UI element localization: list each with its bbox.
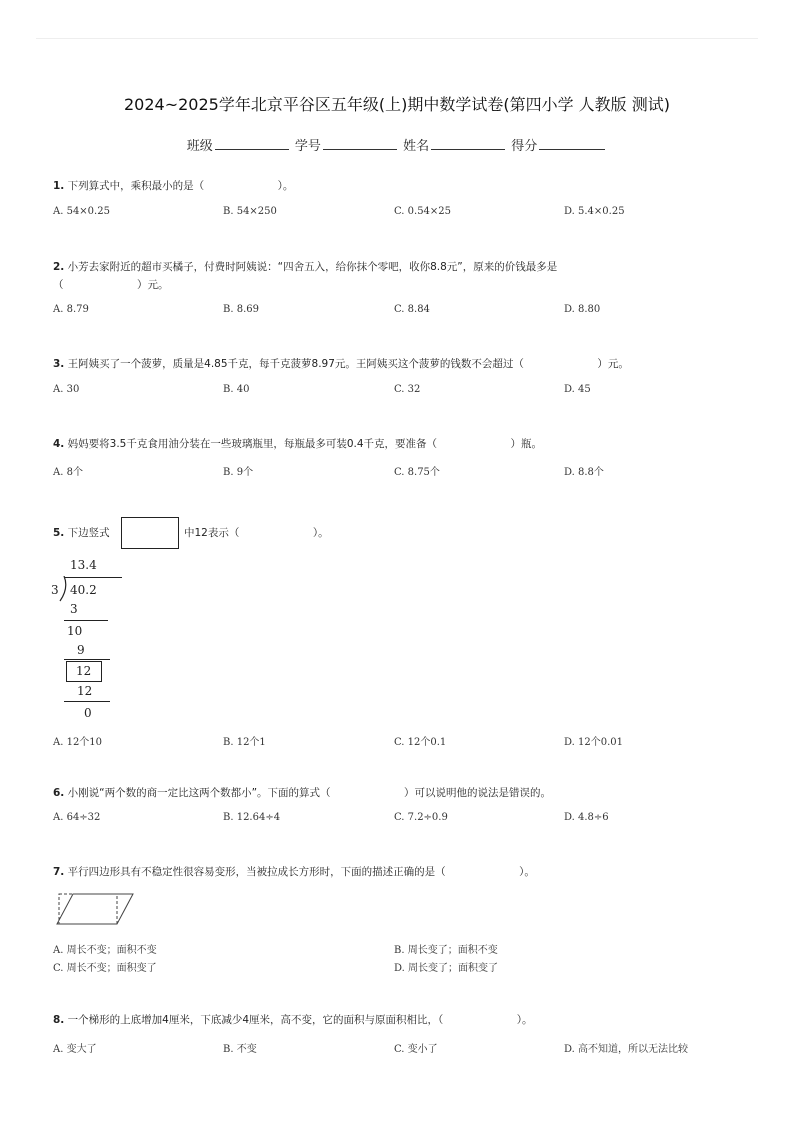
name-blank[interactable] [431,136,505,150]
option-d[interactable]: D. 8.8个 [564,467,604,478]
dashed-rectangle [59,894,117,924]
question-number: 7. [53,866,65,878]
option-c[interactable]: C. 12个0.1 [394,737,447,748]
division-step-highlighted: 12 [76,664,92,678]
option-d[interactable]: D. 4.8÷6 [564,812,609,823]
parallelogram-shape [57,894,133,924]
question-text-a: 下边竖式 [67,527,110,539]
page-title: 2024~2025学年北京平谷区五年级(上)期中数学试卷(第四小学 人教版 测试) [124,95,670,114]
option-c[interactable]: C. 8.84 [394,304,430,315]
option-b[interactable]: B. 40 [223,384,250,395]
question-number: 5. [53,527,65,539]
option-b[interactable]: B. 8.69 [223,304,259,315]
name-label: 姓名 [403,139,430,154]
division-step: 12 [77,684,93,698]
question-6 [53,784,551,803]
question-number: 8. [53,1014,65,1026]
option-d[interactable]: D. 12个0.01 [564,737,624,748]
question-text: 小刚说“两个数的商一定比这两个数都小”。下面的算式（ ）可以说明他的说法是错误的。 [67,787,552,799]
division-divisor: 3 [51,583,59,597]
division-line [64,659,110,660]
option-a[interactable]: A. 30 [53,384,80,395]
option-c[interactable]: C. 8.75个 [394,467,440,478]
question-text: 平行四边形具有不稳定性很容易变形，当被拉成长方形时，下面的描述正确的是（ ）。 [67,866,535,878]
question-number: 1. [53,180,65,192]
option-a[interactable]: A. 8个 [53,467,83,478]
inline-image-box [121,517,179,549]
division-step: 3 [70,602,78,616]
question-3 [53,355,629,374]
option-b[interactable]: B. 周长变了；面积不变 [394,945,498,956]
option-b[interactable]: B. 不变 [223,1044,257,1055]
question-number: 3. [53,358,65,370]
division-line [64,701,110,702]
score-blank[interactable] [539,136,605,150]
division-bracket-top [64,577,122,578]
option-c[interactable]: C. 7.2÷0.9 [394,812,448,823]
question-5-continued [184,524,329,543]
question-1 [53,177,293,196]
option-b[interactable]: B. 12.64÷4 [223,812,281,823]
question-text-b: 中12表示（ ）。 [184,527,329,539]
option-a[interactable]: A. 12个10 [53,737,103,748]
class-blank[interactable] [215,136,289,150]
option-c[interactable]: C. 周长不变；面积变了 [53,963,157,974]
class-label: 班级 [186,139,213,154]
question-text: 妈妈要将3.5千克食用油分装在一些玻璃瓶里，每瓶最多可装0.4千克，要准备（ ）瓶。 [67,438,543,450]
question-number: 6. [53,787,65,799]
option-c[interactable]: C. 32 [394,384,421,395]
question-8 [53,1011,533,1030]
option-d[interactable]: D. 高不知道，所以无法比较 [564,1044,689,1055]
number-blank[interactable] [323,136,397,150]
division-step: 9 [77,643,85,657]
division-bracket-curve [58,576,68,602]
question-text-line2: （ ）元。 [53,279,169,291]
division-step: 10 [67,624,83,638]
option-a[interactable]: A. 54×0.25 [53,206,110,217]
option-b[interactable]: B. 12个1 [223,737,266,748]
option-a[interactable]: A. 8.79 [53,304,89,315]
option-d[interactable]: D. 8.80 [564,304,601,315]
option-d[interactable]: D. 45 [564,384,591,395]
division-line [64,620,108,621]
question-text: 下列算式中，乘积最小的是（ ）。 [67,180,294,192]
question-number: 2. [53,261,65,273]
division-quotient: 13.4 [70,558,97,572]
question-text: 小芳去家附近的超市买橘子，付费时阿姨说：“四舍五入，给你抹个零吧，收你8.8元”，原来的价钱最多是 [67,261,558,273]
student-info-row [0,135,794,154]
question-text: 王阿姨买了一个菠萝，质量是4.85千克，每千克菠萝8.97元。王阿姨买这个菠萝的钱数不会超过（ ）元。 [67,358,629,370]
option-d[interactable]: D. 5.4×0.25 [564,206,625,217]
header-divider [36,38,758,39]
question-2 [53,258,557,277]
division-remainder: 0 [84,706,92,720]
question-4 [53,435,542,454]
option-d[interactable]: D. 周长变了；面积变了 [394,963,499,974]
number-label: 学号 [294,139,321,154]
question-text: 一个梯形的上底增加4厘米，下底减少4厘米，高不变，它的面积与原面积相比，（ ）。 [67,1014,533,1026]
question-7 [53,863,535,882]
option-a[interactable]: A. 变大了 [53,1044,97,1055]
option-b[interactable]: B. 9个 [223,467,254,478]
option-b[interactable]: B. 54×250 [223,206,277,217]
division-dividend: 40.2 [70,583,97,597]
option-c[interactable]: C. 0.54×25 [394,206,452,217]
question-5 [53,524,110,543]
question-2-continued [53,276,169,295]
option-c[interactable]: C. 变小了 [394,1044,438,1055]
parallelogram-figure [55,890,137,930]
question-number: 4. [53,438,65,450]
option-a[interactable]: A. 周长不变；面积不变 [53,945,157,956]
score-label: 得分 [511,139,538,154]
option-a[interactable]: A. 64÷32 [53,812,101,823]
